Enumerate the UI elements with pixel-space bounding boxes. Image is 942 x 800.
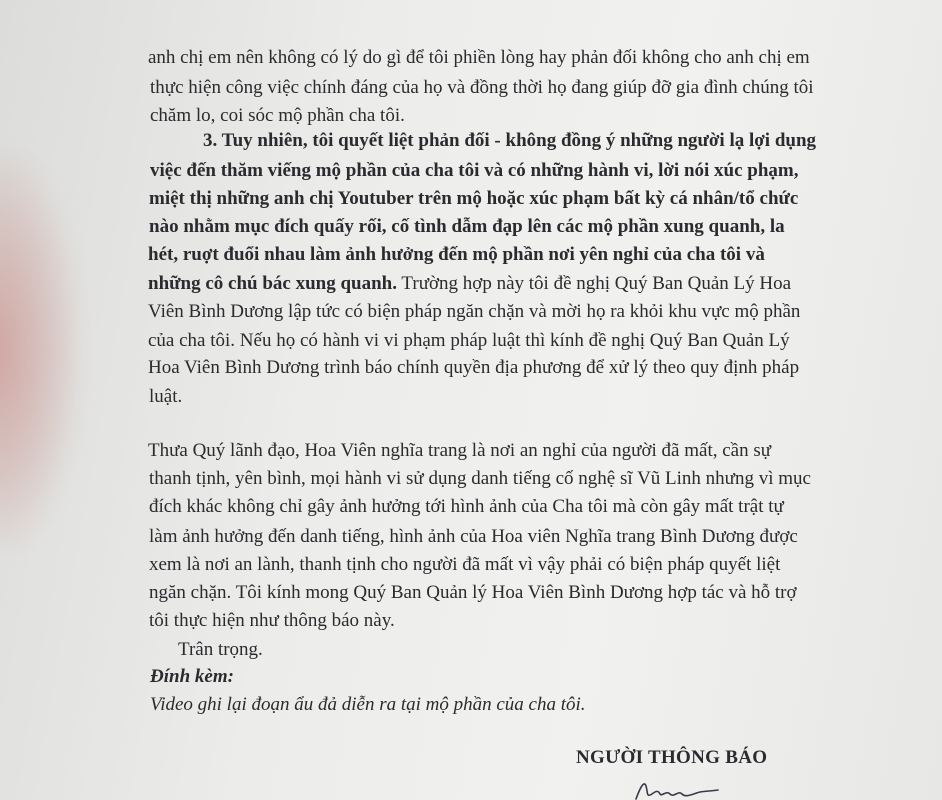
text-line: Thưa Quý lãnh đạo, Hoa Viên nghĩa trang là nơi an nghỉ của người đã mất, cần sự [148,440,772,461]
text-line: của cha tôi. Nếu họ có hành vi vi phạm pháp luật thì kính đề nghị Quý Ban Quản Lý [148,330,790,351]
item-3-regular-start: Trường hợp này tôi đề nghị Quý Ban Quản Lý Hoa [397,273,792,294]
text-line: luật. [149,386,183,407]
thumb-shadow [0,150,80,550]
item-3-line: 3. Tuy nhiên, tôi quyết liệt phản đối - không đồng ý những người lạ lợi dụng [203,130,817,151]
item-3-line: việc đến thăm viếng mộ phần của cha tôi và có những hành vi, lời nói xúc phạm, [150,160,799,181]
text-line: ngăn chặn. Tôi kính mong Quý Ban Quản lý Hoa Viên Bình Dương hợp tác và hỗ trợ [149,582,797,603]
attachment-heading: Đính kèm: [150,666,234,687]
text-line: tôi thực hiện như thông báo này. [149,610,395,631]
text-line: thanh tịnh, yên bình, mọi hành vi sử dụng danh tiếng cố nghệ sĩ Vũ Linh nhưng vì mục [149,468,811,489]
item-3-line [148,271,791,297]
item-3-line: miệt thị những anh chị Youtuber trên mộ hoặc xúc phạm bất kỳ cá nhân/tổ chức [149,188,799,209]
text-line: anh chị em nên không có lý do gì để tôi phiền lòng hay phản đối không cho anh chị em [148,47,810,68]
text-line: thực hiện công việc chính đáng của họ và đồng thời họ đang giúp đỡ gia đình chúng tôi [150,77,814,98]
text-line: Viên Bình Dương lập tức có biện pháp ngăn chặn và mời họ ra khỏi khu vực mộ phần [148,301,801,322]
item-3-bold-end: những cô chú bác xung quanh. [148,273,398,294]
item-3-line: hét, ruợt đuổi nhau làm ảnh hưởng đến mộ phần nơi yên nghỉ của cha tôi và [148,244,765,265]
text-line: chăm lo, coi sóc mộ phần cha tôi. [150,105,405,126]
item-3-line: nào nhằm mục đích quấy rối, cố tình dẫm đạp lên các mộ phần xung quanh, la [149,216,785,237]
text-line: đích khác không chỉ gây ảnh hưởng tới hình ảnh của Cha tôi mà còn gây mất trật tự [149,496,784,517]
text-line: làm ảnh hưởng đến danh tiếng, hình ảnh của Hoa viên Nghĩa trang Bình Dương được [149,526,798,547]
text-line: Hoa Viên Bình Dương trình báo chính quyền địa phương để xử lý theo quy định pháp [148,357,800,378]
closing-text: Trân trọng. [178,639,263,660]
attachment-text: Video ghi lại đoạn ẩu đả diễn ra tại mộ phần của cha tôi. [150,694,586,715]
signer-title: NGƯỜI THÔNG BÁO [576,747,768,768]
text-line: xem là nơi an lành, thanh tịnh cho người đã mất vì vậy phải có biện pháp quyết liệt [149,554,781,575]
handwritten-signature [630,776,720,800]
